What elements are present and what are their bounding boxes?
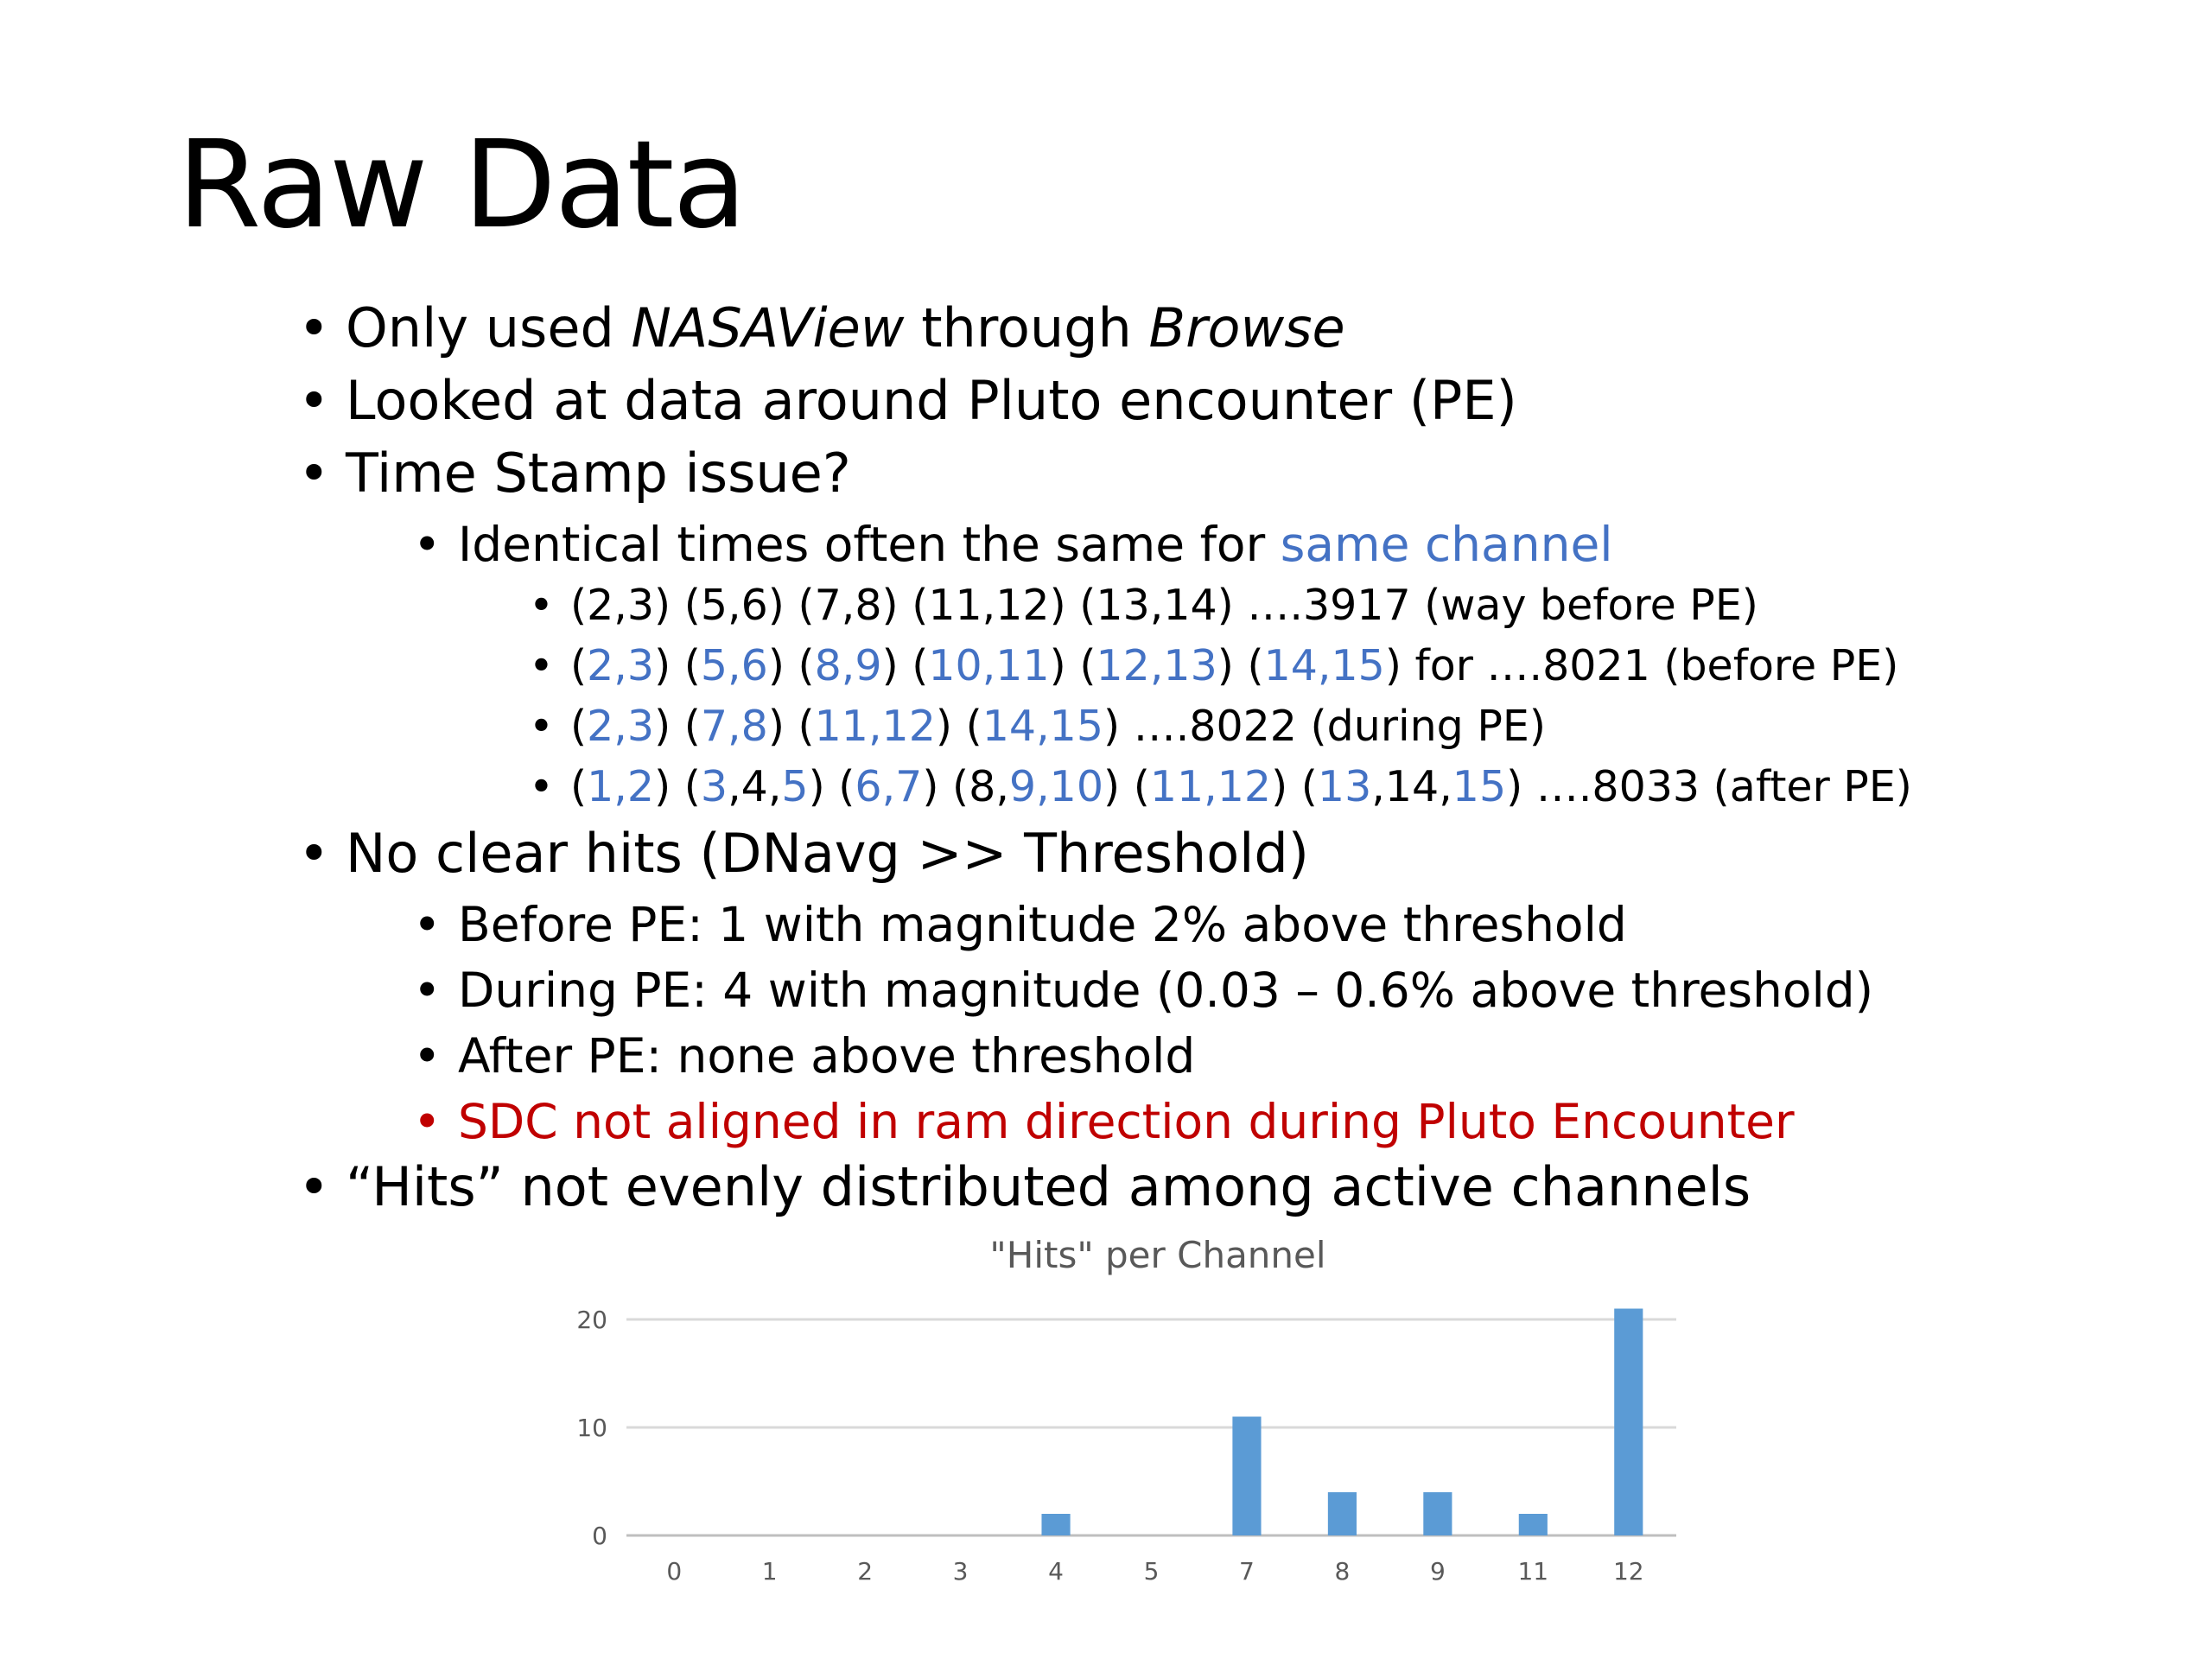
slide-title: Raw Data bbox=[177, 115, 746, 256]
hits-per-channel-chart bbox=[536, 1218, 1728, 1607]
sub-bullet-during-pe bbox=[413, 959, 1874, 1021]
channel-pair-highlight: 3 bbox=[700, 762, 728, 811]
row-text: ) ….8033 (after PE) bbox=[1506, 762, 1912, 811]
channel-row-8022 bbox=[529, 698, 1546, 755]
bullet-text: “Hits” not evenly distributed among active channels bbox=[346, 1155, 1751, 1218]
row-text: ) ( bbox=[881, 641, 929, 690]
row-text: ) ….8022 (during PE) bbox=[1103, 702, 1546, 751]
bullet-marker: • bbox=[413, 1094, 442, 1149]
bullet-emphasis: NASAView bbox=[631, 296, 905, 359]
x-tick-label: 3 bbox=[952, 1557, 969, 1586]
bullet-marker: • bbox=[298, 442, 330, 505]
x-tick-label: 12 bbox=[1612, 1557, 1644, 1586]
sub-bullet-identical-times bbox=[413, 513, 1613, 575]
row-text: ) ( bbox=[767, 702, 815, 751]
channel-pair-highlight: 15 bbox=[1452, 762, 1507, 811]
channel-pair-highlight: 5,6 bbox=[700, 641, 768, 690]
bullet-marker: • bbox=[413, 897, 442, 952]
bullet-marker: • bbox=[298, 369, 330, 432]
y-axis-ticks bbox=[576, 1306, 607, 1550]
x-tick-label: 4 bbox=[1048, 1557, 1064, 1586]
channel-pair-highlight: 12,13 bbox=[1096, 641, 1217, 690]
chart-gridlines bbox=[626, 1319, 1676, 1535]
bullet-text: Time Stamp issue? bbox=[346, 442, 851, 505]
channel-pair-highlight: 10,11 bbox=[928, 641, 1050, 690]
chart-svg bbox=[536, 1218, 1728, 1607]
row-text: ( bbox=[570, 702, 588, 751]
row-text: ) ( bbox=[767, 641, 815, 690]
channel-pair-highlight: 5 bbox=[781, 762, 809, 811]
chart-title: "Hits" per Channel bbox=[989, 1234, 1326, 1276]
channel-row-3917 bbox=[529, 577, 1758, 634]
row-segments bbox=[570, 702, 1546, 751]
channel-pair-highlight: 14,15 bbox=[1263, 641, 1385, 690]
bullet-hits-distribution bbox=[298, 1153, 1751, 1222]
x-tick-label: 0 bbox=[666, 1557, 683, 1586]
bullet-text: SDC not aligned in ram direction during Pluto Encounter bbox=[458, 1094, 1795, 1149]
row-text: ) for ….8021 (before PE) bbox=[1384, 641, 1899, 690]
row-text: ( bbox=[570, 762, 588, 811]
y-tick-label: 20 bbox=[576, 1306, 607, 1334]
row-text: ) (8, bbox=[922, 762, 1009, 811]
channel-pair-highlight: 11,12 bbox=[1149, 762, 1272, 811]
y-tick-label: 10 bbox=[576, 1414, 607, 1442]
row-text: ) ( bbox=[935, 702, 982, 751]
highlight-text: same channel bbox=[1280, 517, 1613, 572]
sub-bullet-after-pe bbox=[413, 1025, 1196, 1087]
bullet-text: After PE: none above threshold bbox=[458, 1028, 1196, 1084]
bullet-no-clear-hits bbox=[298, 819, 1309, 888]
channel-row-8033 bbox=[529, 759, 1912, 816]
bullet-text: No clear hits (DNavg >> Threshold) bbox=[346, 822, 1309, 885]
bullet-marker: • bbox=[413, 1028, 442, 1084]
bar-channel-12 bbox=[1614, 1309, 1643, 1536]
bullet-marker: • bbox=[529, 762, 554, 811]
channel-pair-highlight: 1,2 bbox=[587, 762, 655, 811]
row-text: ) ( bbox=[1049, 641, 1096, 690]
bullet-marker: • bbox=[298, 296, 330, 359]
bullet-nasaview bbox=[298, 294, 1345, 363]
bullet-marker: • bbox=[529, 581, 554, 630]
bullet-text: through bbox=[904, 296, 1149, 359]
channel-pair-highlight: 9,10 bbox=[1008, 762, 1103, 811]
row-text: ( bbox=[570, 641, 588, 690]
y-tick-label: 0 bbox=[592, 1522, 607, 1550]
row-text: ,14, bbox=[1371, 762, 1452, 811]
x-tick-label: 8 bbox=[1334, 1557, 1351, 1586]
channel-pair-highlight: 7,8 bbox=[700, 702, 768, 751]
channel-pair-highlight: 13 bbox=[1317, 762, 1372, 811]
bullet-text: During PE: 4 with magnitude (0.03 – 0.6% above threshold) bbox=[458, 963, 1874, 1018]
row-text: ) ( bbox=[654, 702, 701, 751]
channel-pair-highlight: 8,9 bbox=[814, 641, 882, 690]
bullet-marker: • bbox=[529, 702, 554, 751]
bullet-time-stamp bbox=[298, 439, 851, 508]
bullet-text: Only used bbox=[346, 296, 632, 359]
bar-channel-8 bbox=[1328, 1492, 1357, 1535]
row-text: ) ( bbox=[654, 762, 701, 811]
row-segments bbox=[570, 641, 1898, 690]
channel-pair-highlight: 14,15 bbox=[982, 702, 1103, 751]
channel-pair-highlight: 11,12 bbox=[814, 702, 936, 751]
bar-channel-7 bbox=[1232, 1417, 1261, 1536]
chart-bars bbox=[1041, 1309, 1643, 1536]
sub-bullet-sdc-alert bbox=[413, 1090, 1795, 1153]
channel-pair-highlight: 2,3 bbox=[587, 702, 655, 751]
bullet-emphasis: Browse bbox=[1148, 296, 1345, 359]
row-segments bbox=[570, 762, 1912, 811]
x-tick-label: 5 bbox=[1143, 1557, 1160, 1586]
bullet-marker: • bbox=[529, 641, 554, 690]
bar-channel-4 bbox=[1041, 1514, 1070, 1535]
bullet-marker: • bbox=[413, 963, 442, 1018]
row-text: ) ( bbox=[1103, 762, 1150, 811]
bar-channel-9 bbox=[1423, 1492, 1452, 1535]
bullet-text: Looked at data around Pluto encounter (PE) bbox=[346, 369, 1517, 432]
bullet-marker: • bbox=[298, 822, 330, 885]
bullet-text: Before PE: 1 with magnitude 2% above threshold bbox=[458, 897, 1627, 952]
channel-pair-highlight: 6,7 bbox=[855, 762, 923, 811]
row-text: ) ( bbox=[654, 641, 701, 690]
bullet-marker: • bbox=[413, 517, 442, 572]
row-text: (2,3) (5,6) (7,8) (11,12) (13,14) ….3917 (way before PE) bbox=[570, 581, 1758, 630]
row-text: ) ( bbox=[1271, 762, 1318, 811]
x-tick-label: 9 bbox=[1429, 1557, 1446, 1586]
row-text: ) ( bbox=[808, 762, 855, 811]
bar-channel-11 bbox=[1519, 1514, 1548, 1535]
x-tick-label: 7 bbox=[1239, 1557, 1255, 1586]
bullet-text: Identical times often the same for bbox=[458, 517, 1281, 572]
row-text: ,4, bbox=[728, 762, 782, 811]
channel-row-8021 bbox=[529, 638, 1899, 695]
row-text: ) ( bbox=[1217, 641, 1264, 690]
x-tick-label: 1 bbox=[761, 1557, 778, 1586]
x-tick-label: 2 bbox=[857, 1557, 874, 1586]
x-tick-label: 11 bbox=[1517, 1557, 1549, 1586]
channel-pair-highlight: 2,3 bbox=[587, 641, 655, 690]
bullet-marker: • bbox=[298, 1155, 330, 1218]
bullet-pluto-encounter bbox=[298, 366, 1517, 435]
x-axis-ticks bbox=[666, 1557, 1643, 1586]
sub-bullet-before-pe bbox=[413, 893, 1627, 956]
